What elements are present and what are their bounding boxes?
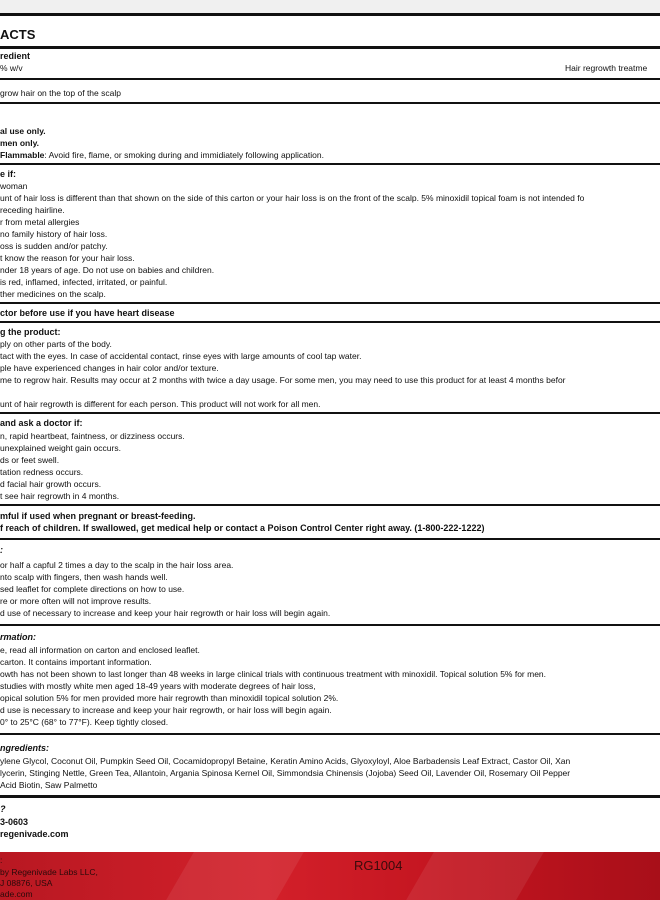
directions-heading: : bbox=[0, 545, 3, 555]
do-not-use-item: is red, inflamed, infected, irritated, or painful. bbox=[0, 277, 168, 287]
uses-text: grow hair on the top of the scalp bbox=[0, 88, 121, 98]
footer-heading: : bbox=[0, 855, 3, 865]
directions-item: nto scalp with fingers, then wash hands well. bbox=[0, 572, 168, 582]
when-using-item: ply on other parts of the body. bbox=[0, 339, 112, 349]
stop-use-item: t see hair regrowth in 4 months. bbox=[0, 491, 120, 501]
other-info-item: e, read all information on carton and enclosed leaflet. bbox=[0, 645, 200, 655]
other-info-heading: rmation: bbox=[0, 632, 36, 642]
other-info-item: owth has not been shown to last longer than 48 weeks in large clinical trials with continuous treatment with minoxidil. Topical solution 5% for men. bbox=[0, 669, 547, 679]
divider bbox=[0, 163, 660, 165]
when-using-item: unt of hair regrowth is different for each person. This product will not work for all men. bbox=[0, 399, 321, 409]
inactive-line: Acid Biotin, Saw Palmetto bbox=[0, 780, 98, 790]
when-using-item: ple have experienced changes in hair color and/or texture. bbox=[0, 363, 219, 373]
directions-item: sed leaflet for complete directions on how to use. bbox=[0, 584, 185, 594]
footer-manufacturer: by Regenivade Labs LLC, bbox=[0, 867, 98, 877]
divider bbox=[0, 78, 660, 80]
do-not-use-item: receding hairline. bbox=[0, 205, 65, 215]
stop-use-item: tation redness occurs. bbox=[0, 467, 84, 477]
active-ingredient-purpose: Hair regrowth treatme bbox=[565, 63, 648, 73]
do-not-use-item: no family history of hair loss. bbox=[0, 229, 108, 239]
questions-phone: 3-0603 bbox=[0, 817, 29, 827]
warning-line: al use only. bbox=[0, 126, 46, 136]
other-info-item: studies with mostly white men aged 18-49 years with moderate degrees of hair loss, bbox=[0, 681, 316, 691]
divider bbox=[0, 504, 660, 506]
other-info-item: 0° to 25°C (68° to 77°F). Keep tightly closed. bbox=[0, 717, 169, 727]
inactive-heading: ngredients: bbox=[0, 743, 50, 753]
when-using-item: me to regrow hair. Results may occur at 2 months with twice a day usage. For some men, you may need to use this product for at least 4 months befor bbox=[0, 375, 566, 385]
questions-heading: ? bbox=[0, 804, 6, 814]
do-not-use-item: woman bbox=[0, 181, 28, 191]
when-using-item: tact with the eyes. In case of accidental contact, rinse eyes with large amounts of cool tap water. bbox=[0, 351, 362, 361]
other-info-item: d use is necessary to increase and keep your hair regrowth, or hair loss will begin again. bbox=[0, 705, 332, 715]
do-not-use-item: t know the reason for your hair loss. bbox=[0, 253, 135, 263]
divider bbox=[0, 412, 660, 414]
stop-use-item: d facial hair growth occurs. bbox=[0, 479, 102, 489]
panel-title: ACTS bbox=[0, 27, 36, 42]
top-border bbox=[0, 13, 660, 16]
questions-website: regenivade.com bbox=[0, 829, 69, 839]
title-divider bbox=[0, 46, 660, 49]
page-top-band bbox=[0, 0, 660, 13]
flammable-label: Flammable bbox=[0, 150, 45, 160]
divider bbox=[0, 795, 660, 798]
do-not-use-item: ther medicines on the scalp. bbox=[0, 289, 106, 299]
directions-item: re or more often will not improve results. bbox=[0, 596, 152, 606]
active-ingredient-heading: redient bbox=[0, 51, 31, 61]
do-not-use-item: unt of hair loss is different than that shown on the side of this carton or your hair loss is on the front of the scalp. 5% minoxidil topical foam is not intended fo bbox=[0, 193, 585, 203]
directions-item: d use of necessary to increase and keep your hair regrowth or hair loss will begin again. bbox=[0, 608, 331, 618]
do-not-use-item: oss is sudden and/or patchy. bbox=[0, 241, 108, 251]
divider bbox=[0, 538, 660, 540]
warning-line: men only. bbox=[0, 138, 40, 148]
divider bbox=[0, 733, 660, 735]
pregnancy-warning: mful if used when pregnant or breast-feeding. bbox=[0, 511, 196, 521]
divider bbox=[0, 624, 660, 626]
stop-use-item: unexplained weight gain occurs. bbox=[0, 443, 121, 453]
active-ingredient-amount: % w/v bbox=[0, 63, 23, 73]
footer-stripe bbox=[406, 852, 544, 900]
divider bbox=[0, 102, 660, 104]
do-not-use-item: nder 18 years of age. Do not use on babies and children. bbox=[0, 265, 215, 275]
ask-doctor-text: ctor before use if you have heart disease bbox=[0, 308, 175, 318]
when-using-heading: g the product: bbox=[0, 327, 61, 337]
inactive-line: ylene Glycol, Coconut Oil, Pumpkin Seed Oil, Cocamidopropyl Betaine, Keratin Amino Acids, Glyoxyloyl, Aloe Barbadensis Leaf Extract, Castor Oil, Xan bbox=[0, 756, 571, 766]
stop-use-heading: and ask a doctor if: bbox=[0, 418, 83, 428]
inactive-line: lycerin, Stinging Nettle, Green Tea, Allantoin, Argania Spinosa Kernel Oil, Simmondsia Chinensis (Jojoba) Seed Oil, Lavender Oil, Rosemary Oil Pepper bbox=[0, 768, 571, 778]
flammable-text: : Avoid fire, flame, or smoking during and immidiately following application. bbox=[44, 150, 324, 160]
other-info-item: carton. It contains important information. bbox=[0, 657, 152, 667]
children-warning: f reach of children. If swallowed, get medical help or contact a Poison Control Center right away. (1-800-222-1222) bbox=[0, 523, 485, 533]
directions-item: or half a capful 2 times a day to the scalp in the hair loss area. bbox=[0, 560, 234, 570]
stop-use-item: ds or feet swell. bbox=[0, 455, 60, 465]
divider bbox=[0, 302, 660, 304]
do-not-use-item: r from metal allergies bbox=[0, 217, 80, 227]
stop-use-item: n, rapid heartbeat, faintness, or dizziness occurs. bbox=[0, 431, 185, 441]
warning-line bbox=[0, 149, 324, 161]
divider bbox=[0, 321, 660, 323]
footer-band bbox=[0, 852, 660, 900]
product-code: RG1004 bbox=[354, 858, 403, 873]
footer-website: ade.com bbox=[0, 889, 33, 899]
drug-facts-panel bbox=[0, 13, 660, 900]
footer-stripe bbox=[166, 852, 304, 900]
do-not-use-heading: e if: bbox=[0, 169, 17, 179]
footer-address: J 08876, USA bbox=[0, 878, 53, 888]
other-info-item: opical solution 5% for men provided more hair regrowth than minoxidil topical solution 2%. bbox=[0, 693, 339, 703]
